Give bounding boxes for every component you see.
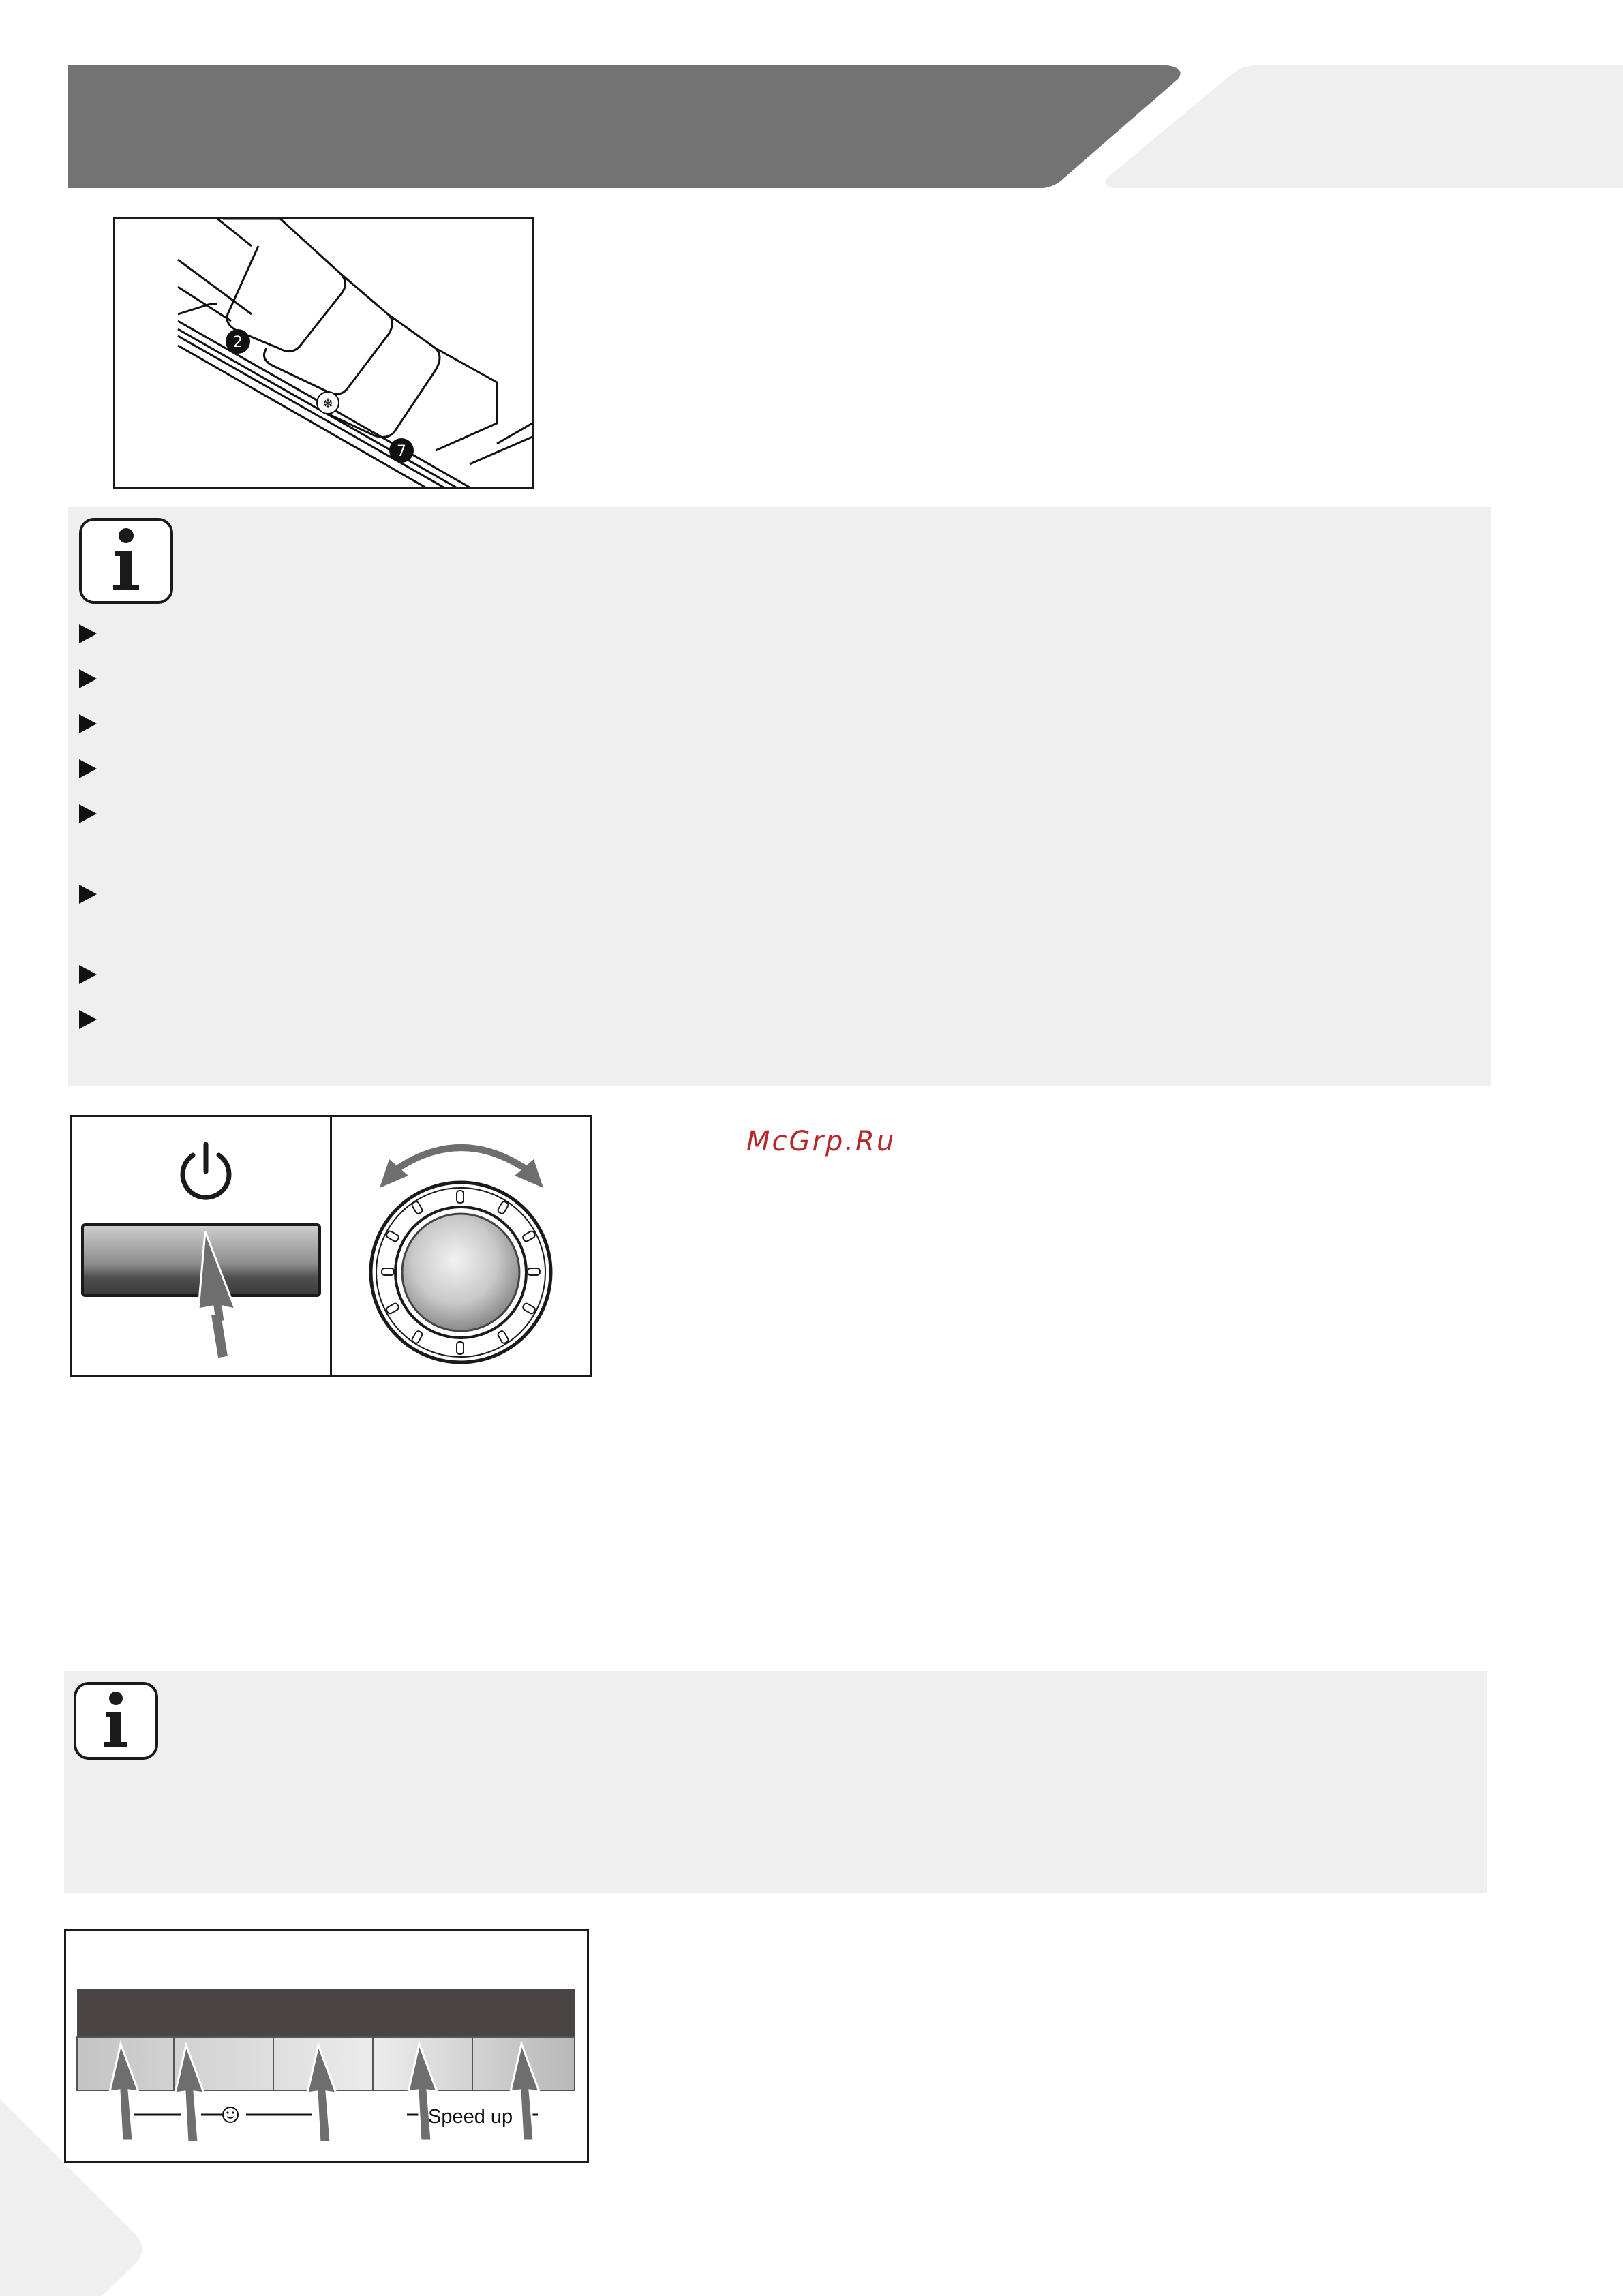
bullet-marker bbox=[79, 1010, 97, 1029]
bullet-marker bbox=[79, 804, 97, 823]
corner-tab bbox=[0, 2099, 157, 2296]
header-bar bbox=[0, 0, 1623, 198]
bullet-marker bbox=[79, 759, 97, 778]
bullet-marker bbox=[79, 885, 97, 904]
info-box-1 bbox=[68, 507, 1491, 1086]
rotary-knob-illustration bbox=[330, 1115, 592, 1377]
rotary-knob bbox=[332, 1117, 590, 1375]
svg-text:2: 2 bbox=[233, 334, 243, 351]
bullet-marker bbox=[79, 669, 97, 688]
svg-text:❄: ❄ bbox=[322, 395, 334, 412]
info-icon bbox=[79, 518, 173, 604]
power-button-illustration bbox=[70, 1115, 333, 1377]
speed-up-label: Speed up bbox=[428, 2106, 513, 2128]
drawer-illustration bbox=[113, 217, 534, 489]
bullet-marker bbox=[79, 714, 97, 733]
bullet-marker bbox=[79, 624, 97, 643]
info-icon bbox=[74, 1682, 158, 1760]
smiley-icon bbox=[223, 2107, 238, 2122]
info-box-2 bbox=[64, 1671, 1487, 1893]
power-icon bbox=[183, 1144, 229, 1197]
svg-text:7: 7 bbox=[397, 443, 406, 460]
bullet-marker bbox=[79, 965, 97, 984]
panel-display bbox=[77, 1989, 575, 2037]
watermark: McGrp.Ru bbox=[746, 1126, 896, 1157]
